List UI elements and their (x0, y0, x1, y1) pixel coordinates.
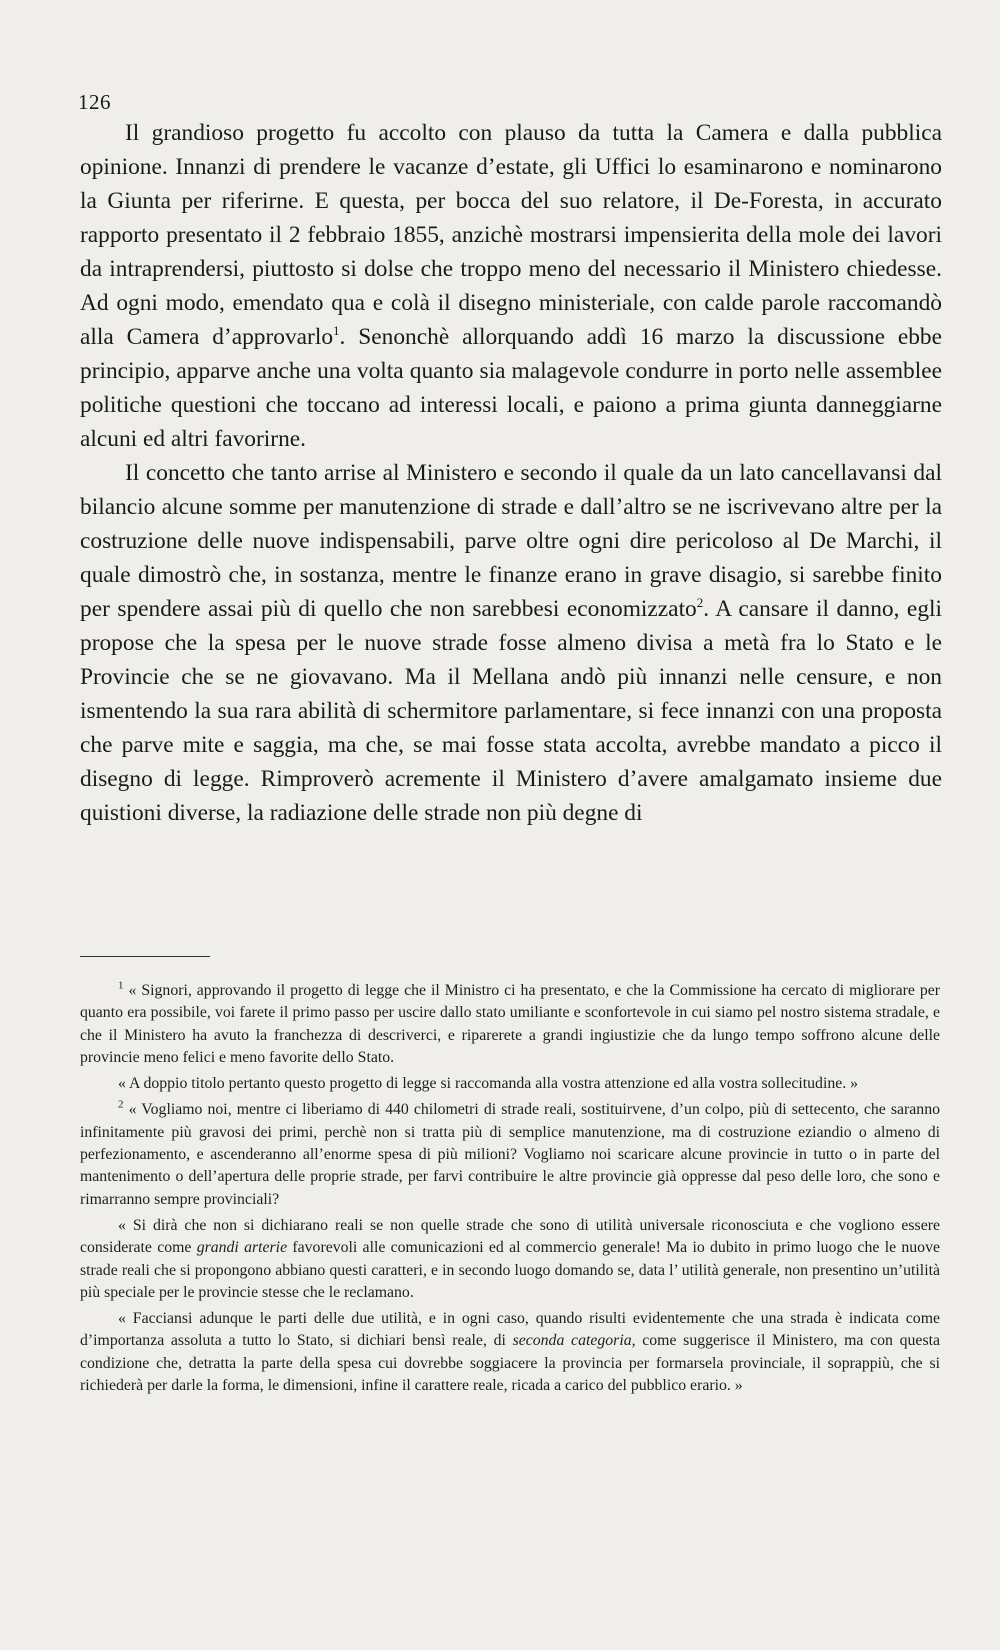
fn2-p3-start: « Facciansi adunque le parti delle due utilità, e in ogni caso, quando risulti evidentemente che una strada è indicata come d’importanza assoluta a tutto lo Stato, si dichiari bensì reale, di (80, 1310, 940, 1350)
footnotes (80, 980, 940, 1401)
footnote-2-mark: 2 (118, 1099, 124, 1112)
footnote-2-text: « Vogliamo noi, mentre ci liberiamo di 440 chilometri di strade reali, sostituirvene, d’un colpo, più di settecento, che saranno infinitamente più gravosi dei primi, perchè non si tratta più di semplice manutenzione, ma di costruzione eziandio o almeno di perfezionamento, e ascenderanno all’enorme spesa di più milioni? Vogliamo noi scaricare alcune provincie in tutto o in parte del mantenimento o dell’apertura delle proprie strade, per farvi contribuire le altre provincie già oppresse dal peso delle loro, che sono e rimarranno sempre provinciali? (80, 1101, 941, 1208)
footnote-ref-2: 2 (696, 595, 704, 611)
fn2-p2-start: « Si dirà che non si dichiarano reali se non quelle strade che sono di utilità universale riconosciuta e che vogliono essere considerate come (80, 1216, 940, 1257)
p2-text: Il concetto che tanto arrise al Ministero e secondo il quale da un lato cancellavansi dal bilancio alcune somme per manutenzione di strade e dall’altro se ne iscrivevano altre per la costruzione delle nuove indispensabili, parve oltre ogni dire pericoloso al De Marchi, il quale dimostrò che, in sostanza, mentre le finanze erano in grave disagio, si sarebbe finito per spendere assai più di quello che non sarebbesi economizzato (80, 460, 942, 622)
paragraph-2 (80, 456, 942, 830)
fn2-p3-end: come suggerisce il Ministero, ma con questa condizione che, detratta la parte della spesa cui dovrebbe soggiacere la provincia per formarsela provinciale, il soprappiù, che si richiederà per darle la forma, le dimensioni, infine il carattere reale, ricada a carico del pubblico erario. » (80, 1332, 940, 1395)
footnote-ref-1: 1 (333, 323, 340, 339)
p1-text: Il grandioso progetto fu accolto con plauso da tutta la Camera e dalla pubblica opinione. Innanzi di prendere le vacanze d’estate, gli Uffici lo esaminarono e nominarono la Giunta per riferirne. E questa, per bocca del suo relatore, il De-Foresta, in accurato rapporto presentato il 2 febbraio 1855, anzichè mostrarsi impensierita della mole dei lavori da intraprendersi, piuttosto si dolse che troppo meno del necessario il Ministero chiedesse. Ad ogni modo, emendato qua e colà il disegno ministeriale, con calde parole raccomandò alla Camera d’approvarlo (80, 120, 942, 350)
page-number: 126 (78, 90, 111, 114)
footnote-divider (80, 956, 210, 957)
p1-continuation: . Senonchè allorquando addì 16 marzo la discussione ebbe principio, apparve anche una volta quanto sia malagevole condurre in porto nelle assemblee politiche questioni che toccano ad interessi locali, e paiono a prima giunta danneggiarne alcuni ed altri favorirne. (80, 324, 942, 452)
p2-continuation: . A cansare il danno, egli propose che la spesa per le nuove strade fosse almeno divisa a metà fra lo Stato e le Provincie che se ne giovavano. Ma il Mellana andò più innanzi nelle censure, e non ismentendo la sua rara abilità di schermitore parlamentare, si fece innanzi con una proposta che parve mite e saggia, ma che, se mai fosse stata accolta, avrebbe mandato a picco il disegno di legge. Rimproverò acremente il Ministero d’avere amalgamato insieme due quistioni diverse, la radiazione delle strade non più degne di (80, 596, 943, 826)
main-text (80, 116, 942, 830)
fn2-p2-end: favorevoli alle comunicazioni ed al commercio generale! Ma io dubito in primo luogo che le nuove strade reali che si propongono abbiano questi caratteri, e in secondo luogo domando se, data l’ utilità generale, non presentino un’utilità più speciale per le provincie stesse che le reclamano. (80, 1239, 940, 1301)
footnote-2-para-2 (80, 1215, 940, 1304)
footnote-1-text: « Signori, approvando il progetto di legge che il Ministro ci ha presentato, e che la Commissione ha cercato di migliorare per quanto era possibile, voi farete il primo passo per uscire dallo stato umiliante e sconfortevole in cui siamo pel nostro sistema stradale, e che il Ministero ha avuto la franchezza di descriverci, e riparerete a grandi ingiustizie che da lungo tempo soffrono alcune delle provincie meno felici e meno favorite dello Stato. (80, 982, 941, 1066)
footnote-1-para-1 (80, 980, 940, 1069)
footnote-1-para-2: « A doppio titolo pertanto questo progetto di legge si raccomanda alla vostra attenzione ed alla vostra sollecitudine. » (118, 1075, 859, 1093)
footnote-2-para-1 (80, 1099, 940, 1210)
paragraph-1 (80, 116, 942, 456)
fn2-p2-italic: grandi arterie (196, 1239, 288, 1257)
footnote-1-mark: 1 (118, 979, 124, 992)
footnote-2-para-3 (80, 1308, 940, 1397)
fn2-p3-italic: seconda categoria, (512, 1332, 636, 1350)
